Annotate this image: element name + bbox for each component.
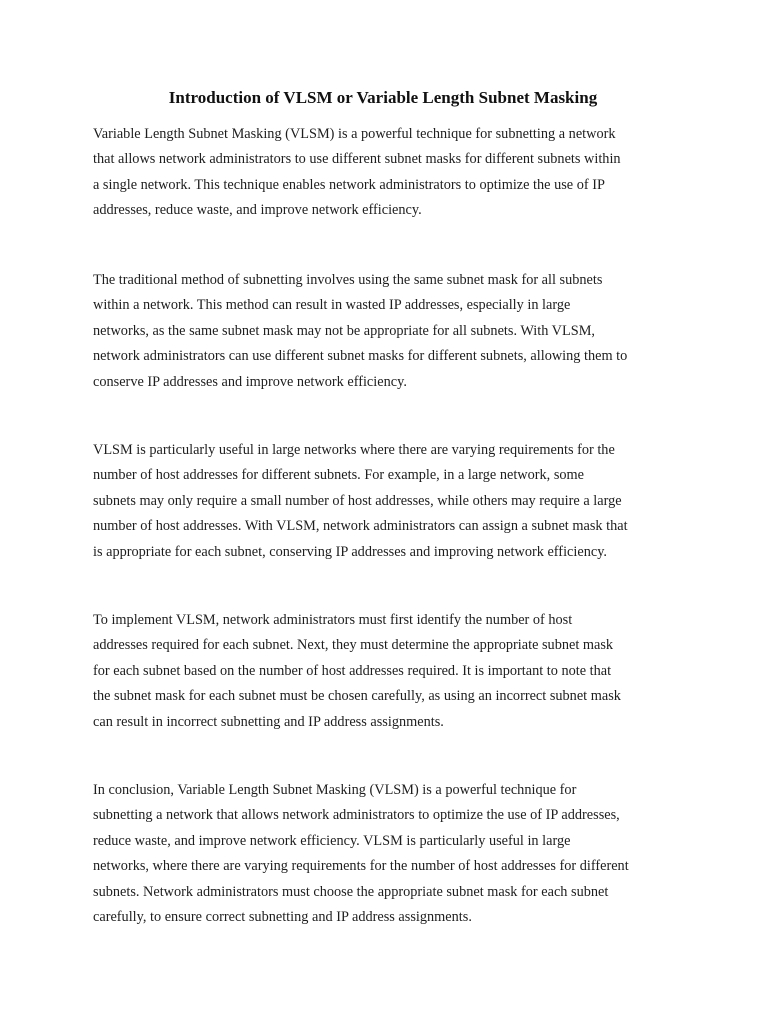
- paragraph-line: that allows network administrators to use different subnet masks for different subnets within: [93, 151, 621, 168]
- paragraph-line: Variable Length Subnet Masking (VLSM) is a powerful technique for subnetting a network: [93, 126, 616, 142]
- paragraph-line: To implement VLSM, network administrators must first identify the number of host: [93, 612, 573, 628]
- paragraph-line: addresses, reduce waste, and improve network efficiency.: [93, 202, 422, 219]
- paragraph-line: a single network. This technique enables network administrators to optimize the use of IP: [93, 176, 605, 193]
- paragraph-line: number of host addresses for different subnets. For example, in a large network, some: [93, 467, 585, 484]
- paragraph-large-networks: [93, 438, 693, 565]
- paragraph-line: network administrators can use different subnet masks for different subnets, allowing them to: [93, 348, 628, 365]
- paragraph-line: conserve IP addresses and improve network efficiency.: [93, 373, 407, 390]
- paragraph-line: the subnet mask for each subnet must be chosen carefully, as using an incorrect subnet mask: [93, 688, 621, 705]
- paragraph-line: addresses required for each subnet. Next, they must determine the appropriate subnet mask: [93, 637, 614, 654]
- paragraph-traditional-method: [93, 268, 693, 395]
- paragraph-line: subnets may only require a small number of host addresses, while others may require a large: [93, 492, 622, 509]
- paragraph-line: VLSM is particularly useful in large networks where there are varying requirements for the: [93, 442, 615, 458]
- paragraph-line: is appropriate for each subnet, conserving IP addresses and improving network efficiency.: [93, 543, 607, 560]
- paragraph-implementation: [93, 608, 693, 735]
- paragraph-line: number of host addresses. With VLSM, network administrators can assign a subnet mask that: [93, 518, 628, 535]
- paragraph-line: In conclusion, Variable Length Subnet Masking (VLSM) is a powerful technique for: [93, 782, 577, 798]
- paragraph-intro: [93, 122, 693, 224]
- document-title: Introduction of VLSM or Variable Length Subnet Masking: [168, 88, 598, 107]
- paragraph-line: reduce waste, and improve network efficiency. VLSM is particularly useful in large: [93, 832, 571, 849]
- paragraph-line: for each subnet based on the number of host addresses required. It is important to note that: [93, 662, 612, 679]
- paragraph-line: networks, where there are varying requirements for the number of host addresses for different: [93, 858, 629, 875]
- paragraph-line: can result in incorrect subnetting and IP address assignments.: [93, 713, 444, 730]
- paragraph-conclusion: [93, 778, 693, 930]
- paragraph-line: subnetting a network that allows network administrators to optimize the use of IP addresses,: [93, 807, 620, 824]
- paragraph-line: The traditional method of subnetting involves using the same subnet mask for all subnets: [93, 272, 603, 288]
- paragraph-line: within a network. This method can result in wasted IP addresses, especially in large: [93, 297, 571, 314]
- paragraph-line: carefully, to ensure correct subnetting and IP address assignments.: [93, 909, 472, 926]
- paragraph-line: networks, as the same subnet mask may not be appropriate for all subnets. With VLSM,: [93, 322, 595, 339]
- paragraph-line: subnets. Network administrators must choose the appropriate subnet mask for each subnet: [93, 883, 609, 900]
